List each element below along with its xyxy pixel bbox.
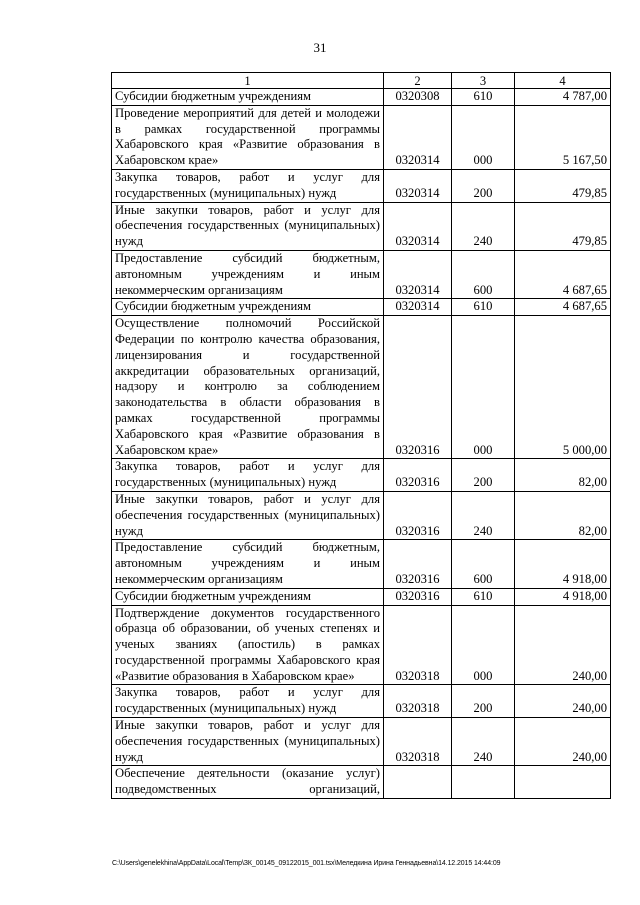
row-name: Предоставление субсидий бюджетным, автономным учреждениям и иным некоммерческим организациям (112, 250, 384, 298)
row-type: 240 (452, 202, 515, 250)
row-type (452, 766, 515, 799)
column-header-name: 1 (112, 73, 384, 89)
row-type: 240 (452, 718, 515, 766)
row-code: 0320318 (384, 605, 452, 685)
row-type: 610 (452, 89, 515, 106)
row-name: Обеспечение деятельности (оказание услуг) подведомственных организаций, (112, 766, 384, 799)
row-amount: 82,00 (515, 459, 611, 492)
row-amount: 240,00 (515, 605, 611, 685)
table-row (112, 605, 611, 685)
table-row (112, 169, 611, 202)
table-header-row (112, 73, 611, 89)
row-name: Закупка товаров, работ и услуг для государственных (муниципальных) нужд (112, 685, 384, 718)
row-name: Закупка товаров, работ и услуг для государственных (муниципальных) нужд (112, 459, 384, 492)
budget-table (111, 72, 611, 799)
table-row (112, 89, 611, 106)
table-row (112, 540, 611, 588)
row-type: 000 (452, 105, 515, 169)
table-row (112, 202, 611, 250)
row-code: 0320316 (384, 316, 452, 459)
table-row (112, 588, 611, 605)
row-name: Предоставление субсидий бюджетным, автономным учреждениям и иным некоммерческим организациям (112, 540, 384, 588)
row-code (384, 766, 452, 799)
row-amount: 5 000,00 (515, 316, 611, 459)
row-amount: 479,85 (515, 169, 611, 202)
row-type: 610 (452, 299, 515, 316)
row-type: 240 (452, 491, 515, 539)
row-code: 0320314 (384, 169, 452, 202)
row-name: Иные закупки товаров, работ и услуг для обеспечения государственных (муниципальных) нужд (112, 202, 384, 250)
row-name: Иные закупки товаров, работ и услуг для обеспечения государственных (муниципальных) нужд (112, 491, 384, 539)
row-type: 600 (452, 250, 515, 298)
footer-file-path: C:\Users\genelekhina\AppData\Local\Temp\ЗК_00145_09122015_001.tsx\Меледкина Ирина Геннадьевна\14.12.2015 14:44:09 (112, 860, 501, 867)
row-name: Иные закупки товаров, работ и услуг для обеспечения государственных (муниципальных) нужд (112, 718, 384, 766)
row-amount: 240,00 (515, 718, 611, 766)
table-row (112, 766, 611, 799)
row-amount: 4 687,65 (515, 250, 611, 298)
row-code: 0320314 (384, 250, 452, 298)
row-name: Закупка товаров, работ и услуг для государственных (муниципальных) нужд (112, 169, 384, 202)
column-header-amount: 4 (515, 73, 611, 89)
table-row (112, 105, 611, 169)
row-type: 200 (452, 459, 515, 492)
table-row (112, 316, 611, 459)
row-code: 0320314 (384, 202, 452, 250)
row-code: 0320316 (384, 540, 452, 588)
column-header-type: 3 (452, 73, 515, 89)
table-row (112, 718, 611, 766)
row-type: 200 (452, 685, 515, 718)
row-code: 0320308 (384, 89, 452, 106)
table-row (112, 685, 611, 718)
table-row (112, 299, 611, 316)
table-row (112, 250, 611, 298)
row-amount: 4 787,00 (515, 89, 611, 106)
row-code: 0320316 (384, 459, 452, 492)
row-code: 0320318 (384, 685, 452, 718)
row-name: Субсидии бюджетным учреждениям (112, 588, 384, 605)
row-type: 600 (452, 540, 515, 588)
row-code: 0320314 (384, 105, 452, 169)
row-name: Проведение мероприятий для детей и молодежи в рамках государственной программы Хабаровского края «Развитие образования в Хабаровском крае» (112, 105, 384, 169)
row-amount: 479,85 (515, 202, 611, 250)
row-code: 0320316 (384, 588, 452, 605)
row-amount: 4 918,00 (515, 540, 611, 588)
row-amount: 4 918,00 (515, 588, 611, 605)
row-type: 000 (452, 605, 515, 685)
page-number: 31 (313, 40, 327, 55)
row-amount: 5 167,50 (515, 105, 611, 169)
row-name: Субсидии бюджетным учреждениям (112, 299, 384, 316)
row-name: Подтверждение документов государственного образца об образовании, об ученых степенях и ученых званиях (апостиль) в рамках государственной программы Хабаровского края «Развитие образования в Хабаровском крае» (112, 605, 384, 685)
row-code: 0320316 (384, 491, 452, 539)
row-amount: 82,00 (515, 491, 611, 539)
row-code: 0320318 (384, 718, 452, 766)
row-type: 000 (452, 316, 515, 459)
row-code: 0320314 (384, 299, 452, 316)
table-row (112, 491, 611, 539)
table-row (112, 459, 611, 492)
row-type: 200 (452, 169, 515, 202)
row-name: Осуществление полномочий Российской Федерации по контролю качества образования, лицензирования и государственной аккредитации образовательных организаций, надзору и контролю за соблюдением законодательства в области образования в рамках государственной программы Хабаровского края «Развитие образования в Хабаровском крае» (112, 316, 384, 459)
row-amount: 4 687,65 (515, 299, 611, 316)
row-amount: 240,00 (515, 685, 611, 718)
column-header-code: 2 (384, 73, 452, 89)
row-type: 610 (452, 588, 515, 605)
row-amount (515, 766, 611, 799)
row-name: Субсидии бюджетным учреждениям (112, 89, 384, 106)
